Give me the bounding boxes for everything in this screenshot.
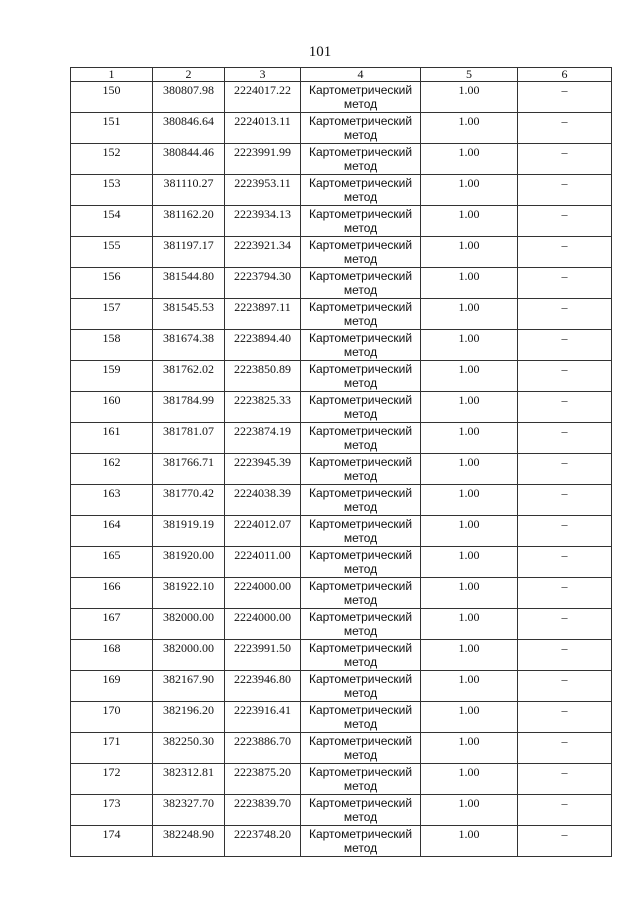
note-cell: –	[518, 237, 612, 268]
table-row	[71, 361, 612, 392]
y-coordinate-cell: 2223991.99	[225, 144, 301, 175]
method-cell: Картометрический метод	[301, 733, 421, 764]
table-row	[71, 702, 612, 733]
accuracy-cell: 1.00	[421, 175, 518, 206]
accuracy-cell: 1.00	[421, 392, 518, 423]
method-cell: Картометрический метод	[301, 485, 421, 516]
accuracy-cell: 1.00	[421, 206, 518, 237]
y-coordinate-cell: 2224012.07	[225, 516, 301, 547]
note-cell: –	[518, 175, 612, 206]
point-number-cell: 174	[71, 826, 153, 857]
x-coordinate-cell: 381781.07	[153, 423, 225, 454]
column-header-2: 2	[153, 68, 225, 82]
method-cell: Картометрический метод	[301, 609, 421, 640]
accuracy-cell: 1.00	[421, 361, 518, 392]
table-row	[71, 733, 612, 764]
note-cell: –	[518, 826, 612, 857]
note-cell: –	[518, 113, 612, 144]
table-row	[71, 82, 612, 113]
table-row	[71, 671, 612, 702]
note-cell: –	[518, 454, 612, 485]
column-header-4: 4	[301, 68, 421, 82]
accuracy-cell: 1.00	[421, 268, 518, 299]
point-number-cell: 165	[71, 547, 153, 578]
y-coordinate-cell: 2223945.39	[225, 454, 301, 485]
note-cell: –	[518, 609, 612, 640]
x-coordinate-cell: 381919.19	[153, 516, 225, 547]
note-cell: –	[518, 671, 612, 702]
column-header-3: 3	[225, 68, 301, 82]
table-row	[71, 578, 612, 609]
point-number-cell: 156	[71, 268, 153, 299]
y-coordinate-cell: 2224038.39	[225, 485, 301, 516]
accuracy-cell: 1.00	[421, 82, 518, 113]
note-cell: –	[518, 516, 612, 547]
y-coordinate-cell: 2223886.70	[225, 733, 301, 764]
accuracy-cell: 1.00	[421, 454, 518, 485]
method-cell: Картометрический метод	[301, 268, 421, 299]
table-row	[71, 640, 612, 671]
point-number-cell: 152	[71, 144, 153, 175]
note-cell: –	[518, 764, 612, 795]
method-cell: Картометрический метод	[301, 578, 421, 609]
method-cell: Картометрический метод	[301, 764, 421, 795]
x-coordinate-cell: 382167.90	[153, 671, 225, 702]
note-cell: –	[518, 640, 612, 671]
x-coordinate-cell: 381544.80	[153, 268, 225, 299]
table-row	[71, 764, 612, 795]
x-coordinate-cell: 381110.27	[153, 175, 225, 206]
table-row	[71, 330, 612, 361]
y-coordinate-cell: 2224011.00	[225, 547, 301, 578]
accuracy-cell: 1.00	[421, 516, 518, 547]
point-number-cell: 162	[71, 454, 153, 485]
point-number-cell: 168	[71, 640, 153, 671]
x-coordinate-cell: 382000.00	[153, 609, 225, 640]
point-number-cell: 161	[71, 423, 153, 454]
x-coordinate-cell: 381920.00	[153, 547, 225, 578]
accuracy-cell: 1.00	[421, 547, 518, 578]
accuracy-cell: 1.00	[421, 826, 518, 857]
x-coordinate-cell: 382327.70	[153, 795, 225, 826]
y-coordinate-cell: 2223894.40	[225, 330, 301, 361]
accuracy-cell: 1.00	[421, 144, 518, 175]
note-cell: –	[518, 299, 612, 330]
table-row	[71, 454, 612, 485]
method-cell: Картометрический метод	[301, 206, 421, 237]
point-number-cell: 150	[71, 82, 153, 113]
table-row	[71, 206, 612, 237]
point-number-cell: 164	[71, 516, 153, 547]
table-row	[71, 609, 612, 640]
table-row	[71, 795, 612, 826]
point-number-cell: 155	[71, 237, 153, 268]
y-coordinate-cell: 2223850.89	[225, 361, 301, 392]
table-row	[71, 113, 612, 144]
point-number-cell: 153	[71, 175, 153, 206]
x-coordinate-cell: 380807.98	[153, 82, 225, 113]
point-number-cell: 159	[71, 361, 153, 392]
note-cell: –	[518, 547, 612, 578]
point-number-cell: 163	[71, 485, 153, 516]
note-cell: –	[518, 268, 612, 299]
y-coordinate-cell: 2223946.80	[225, 671, 301, 702]
point-number-cell: 169	[71, 671, 153, 702]
accuracy-cell: 1.00	[421, 764, 518, 795]
x-coordinate-cell: 381762.02	[153, 361, 225, 392]
x-coordinate-cell: 382312.81	[153, 764, 225, 795]
page-number: 101	[308, 44, 332, 60]
table-row	[71, 144, 612, 175]
y-coordinate-cell: 2223748.20	[225, 826, 301, 857]
table-row	[71, 237, 612, 268]
method-cell: Картометрический метод	[301, 826, 421, 857]
point-number-cell: 157	[71, 299, 153, 330]
method-cell: Картометрический метод	[301, 330, 421, 361]
y-coordinate-cell: 2223839.70	[225, 795, 301, 826]
method-cell: Картометрический метод	[301, 454, 421, 485]
note-cell: –	[518, 733, 612, 764]
x-coordinate-cell: 382000.00	[153, 640, 225, 671]
y-coordinate-cell: 2223825.33	[225, 392, 301, 423]
y-coordinate-cell: 2223934.13	[225, 206, 301, 237]
method-cell: Картометрический метод	[301, 299, 421, 330]
y-coordinate-cell: 2223897.11	[225, 299, 301, 330]
method-cell: Картометрический метод	[301, 640, 421, 671]
note-cell: –	[518, 485, 612, 516]
point-number-cell: 172	[71, 764, 153, 795]
x-coordinate-cell: 382248.90	[153, 826, 225, 857]
method-cell: Картометрический метод	[301, 144, 421, 175]
method-cell: Картометрический метод	[301, 423, 421, 454]
table-header-row	[71, 68, 612, 82]
table-row	[71, 423, 612, 454]
x-coordinate-cell: 381922.10	[153, 578, 225, 609]
table-row	[71, 826, 612, 857]
accuracy-cell: 1.00	[421, 578, 518, 609]
accuracy-cell: 1.00	[421, 702, 518, 733]
method-cell: Картометрический метод	[301, 361, 421, 392]
method-cell: Картометрический метод	[301, 113, 421, 144]
method-cell: Картометрический метод	[301, 392, 421, 423]
x-coordinate-cell: 381770.42	[153, 485, 225, 516]
column-header-5: 5	[421, 68, 518, 82]
method-cell: Картометрический метод	[301, 516, 421, 547]
method-cell: Картометрический метод	[301, 702, 421, 733]
note-cell: –	[518, 702, 612, 733]
x-coordinate-cell: 382250.30	[153, 733, 225, 764]
note-cell: –	[518, 330, 612, 361]
note-cell: –	[518, 82, 612, 113]
method-cell: Картометрический метод	[301, 175, 421, 206]
x-coordinate-cell: 381162.20	[153, 206, 225, 237]
x-coordinate-cell: 381784.99	[153, 392, 225, 423]
x-coordinate-cell: 380846.64	[153, 113, 225, 144]
x-coordinate-cell: 381766.71	[153, 454, 225, 485]
accuracy-cell: 1.00	[421, 609, 518, 640]
point-number-cell: 154	[71, 206, 153, 237]
point-number-cell: 171	[71, 733, 153, 764]
y-coordinate-cell: 2223875.20	[225, 764, 301, 795]
accuracy-cell: 1.00	[421, 423, 518, 454]
point-number-cell: 166	[71, 578, 153, 609]
y-coordinate-cell: 2224017.22	[225, 82, 301, 113]
y-coordinate-cell: 2223991.50	[225, 640, 301, 671]
x-coordinate-cell: 382196.20	[153, 702, 225, 733]
y-coordinate-cell: 2223921.34	[225, 237, 301, 268]
note-cell: –	[518, 361, 612, 392]
note-cell: –	[518, 392, 612, 423]
method-cell: Картометрический метод	[301, 237, 421, 268]
table-row	[71, 268, 612, 299]
table-row	[71, 485, 612, 516]
point-number-cell: 151	[71, 113, 153, 144]
method-cell: Картометрический метод	[301, 547, 421, 578]
table-row	[71, 516, 612, 547]
accuracy-cell: 1.00	[421, 640, 518, 671]
point-number-cell: 158	[71, 330, 153, 361]
y-coordinate-cell: 2224013.11	[225, 113, 301, 144]
point-number-cell: 173	[71, 795, 153, 826]
method-cell: Картометрический метод	[301, 82, 421, 113]
note-cell: –	[518, 578, 612, 609]
note-cell: –	[518, 423, 612, 454]
accuracy-cell: 1.00	[421, 733, 518, 764]
note-cell: –	[518, 144, 612, 175]
method-cell: Картометрический метод	[301, 671, 421, 702]
y-coordinate-cell: 2224000.00	[225, 609, 301, 640]
accuracy-cell: 1.00	[421, 299, 518, 330]
accuracy-cell: 1.00	[421, 237, 518, 268]
column-header-6: 6	[518, 68, 612, 82]
y-coordinate-cell: 2224000.00	[225, 578, 301, 609]
table-row	[71, 547, 612, 578]
column-header-1: 1	[71, 68, 153, 82]
point-number-cell: 167	[71, 609, 153, 640]
accuracy-cell: 1.00	[421, 795, 518, 826]
point-number-cell: 160	[71, 392, 153, 423]
x-coordinate-cell: 381674.38	[153, 330, 225, 361]
table-row	[71, 392, 612, 423]
x-coordinate-cell: 380844.46	[153, 144, 225, 175]
table-row	[71, 175, 612, 206]
y-coordinate-cell: 2223794.30	[225, 268, 301, 299]
note-cell: –	[518, 206, 612, 237]
y-coordinate-cell: 2223916.41	[225, 702, 301, 733]
x-coordinate-cell: 381545.53	[153, 299, 225, 330]
y-coordinate-cell: 2223874.19	[225, 423, 301, 454]
x-coordinate-cell: 381197.17	[153, 237, 225, 268]
coordinates-table	[70, 67, 612, 857]
accuracy-cell: 1.00	[421, 113, 518, 144]
y-coordinate-cell: 2223953.11	[225, 175, 301, 206]
note-cell: –	[518, 795, 612, 826]
accuracy-cell: 1.00	[421, 485, 518, 516]
accuracy-cell: 1.00	[421, 330, 518, 361]
point-number-cell: 170	[71, 702, 153, 733]
accuracy-cell: 1.00	[421, 671, 518, 702]
table-row	[71, 299, 612, 330]
method-cell: Картометрический метод	[301, 795, 421, 826]
